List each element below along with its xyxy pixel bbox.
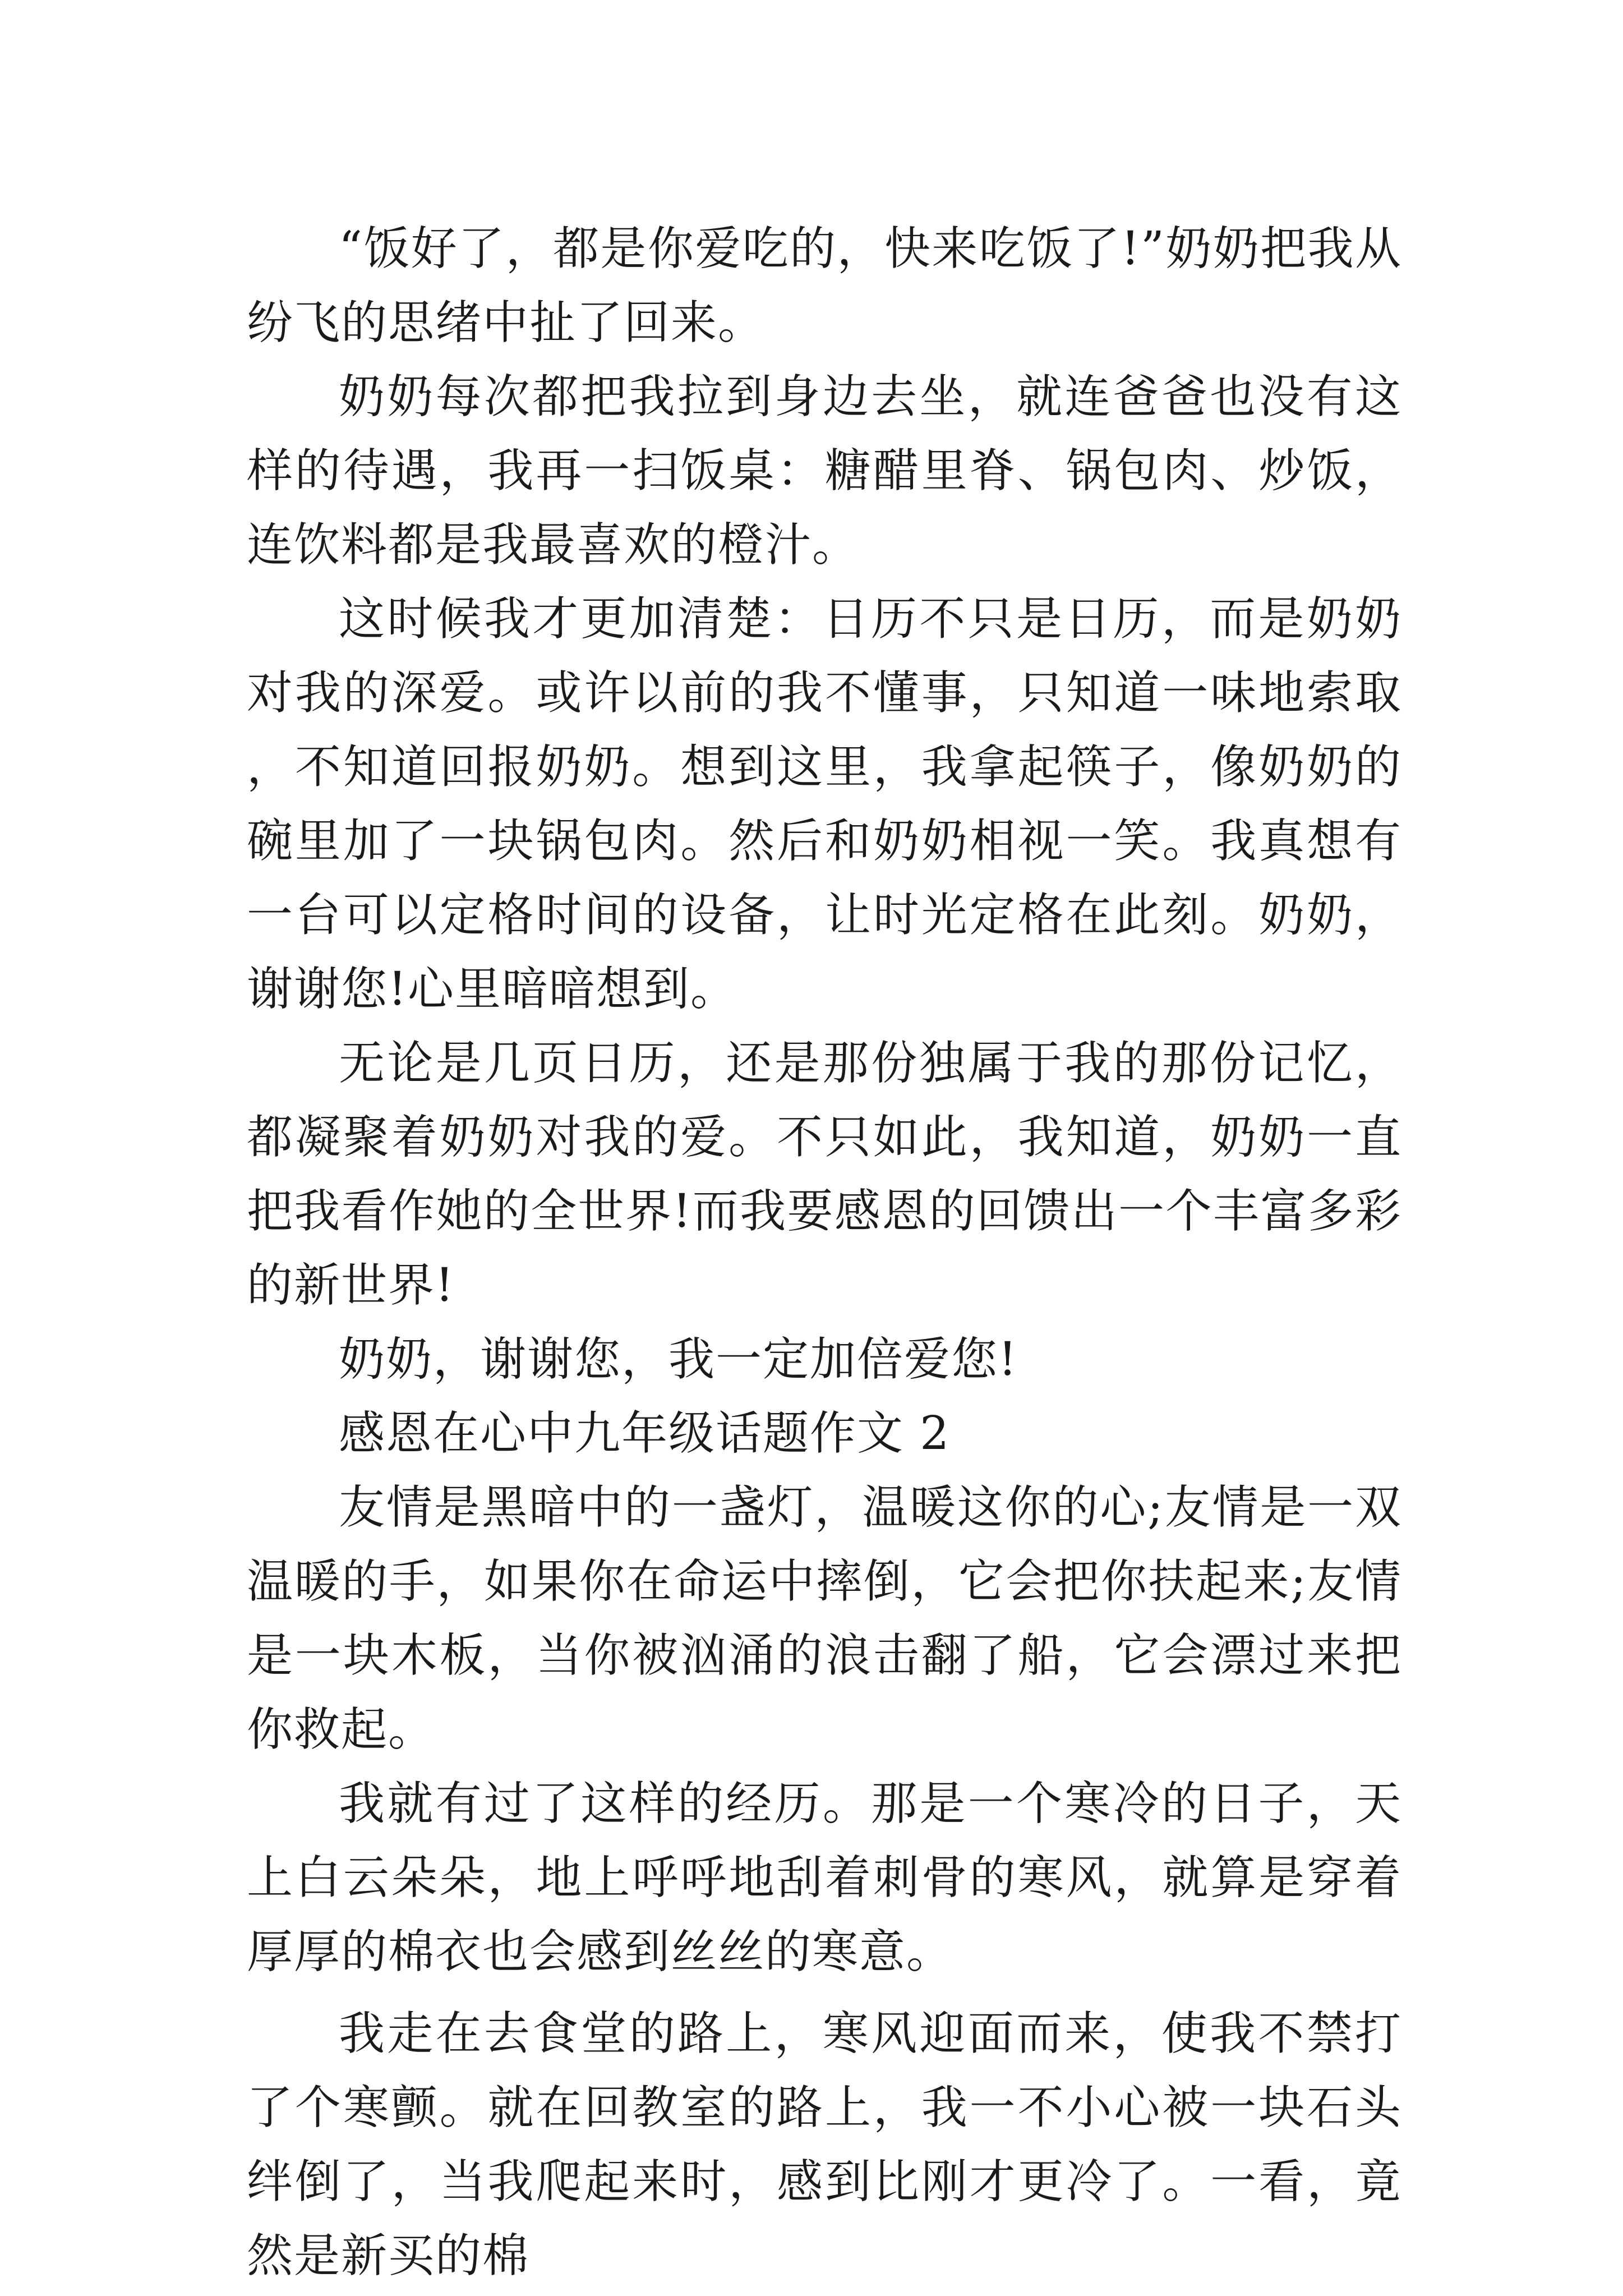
document-body: [247, 212, 1402, 2293]
section-heading: 感恩在心中九年级话题作文 2: [339, 1407, 951, 1460]
paragraph: 这时候我才更加清楚：日历不只是日历，而是奶奶对我的深爱。或许以前的我不懂事，只知道一味地索取，不知道回报奶奶。想到这里，我拿起筷子，像奶奶的碗里加了一块锅包肉。然后和奶奶相视一笑。我真想有一台可以定格时间的设备，让时光定格在此刻。奶奶，谢谢您!心里暗暗想到。: [247, 592, 1402, 1016]
paragraph: 奶奶，谢谢您，我一定加倍爱您!: [339, 1333, 1018, 1386]
paragraph: 奶奶每次都把我拉到身边去坐，就连爸爸也没有这样的待遇，我再一扫饭桌：糖醋里脊、锅包肉、炒饭，连饮料都是我最喜欢的橙汁。: [247, 370, 1402, 572]
paragraph: 友情是黑暗中的一盏灯，温暖这你的心;友情是一双温暖的手，如果你在命运中摔倒，它会把你扶起来;友情是一块木板，当你被汹涌的浪击翻了船，它会漂过来把你救起。: [247, 1481, 1402, 1756]
paragraph: “饭好了，都是你爱吃的，快来吃饭了!”奶奶把我从纷飞的思绪中扯了回来。: [247, 222, 1402, 349]
paragraph: 我走在去食堂的路上，寒风迎面而来，使我不禁打了个寒颤。就在回教室的路上，我一不小心被一块石头绊倒了，当我爬起来时，感到比刚才更冷了。一看，竟然是新买的棉: [247, 2007, 1402, 2283]
paragraph: 我就有过了这样的经历。那是一个寒冷的日子，天上白云朵朵，地上呼呼地刮着刺骨的寒风，就算是穿着厚厚的棉衣也会感到丝丝的寒意。: [247, 1777, 1402, 1978]
paragraph: 无论是几页日历，还是那份独属于我的那份记忆，都凝聚着奶奶对我的爱。不只如此，我知道，奶奶一直把我看作她的全世界!而我要感恩的回馈出一个丰富多彩的新世界!: [247, 1037, 1402, 1312]
